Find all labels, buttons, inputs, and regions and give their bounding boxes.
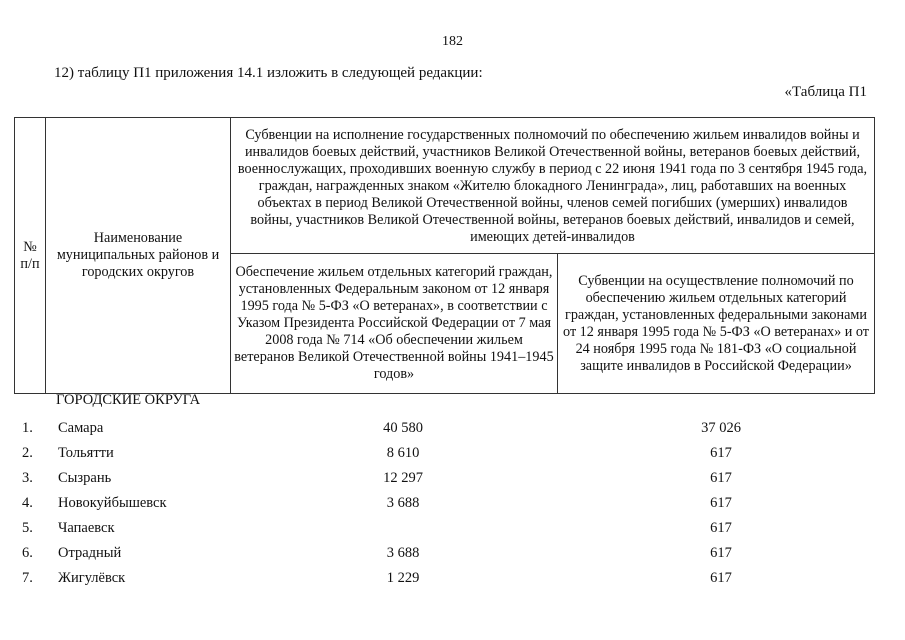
table-row — [0, 470, 905, 492]
row-name: Тольятти — [58, 445, 114, 461]
row-number: 4. — [22, 495, 33, 511]
row-name: Жигулёвск — [58, 570, 126, 586]
table-row — [0, 545, 905, 567]
row-name: Сызрань — [58, 470, 112, 486]
row-number: 3. — [22, 470, 33, 486]
table-row — [0, 570, 905, 592]
col-name-header: Наименование муниципальных районов и городских округов — [46, 118, 231, 394]
row-number: 6. — [22, 545, 33, 561]
col-no-header: № п/п — [15, 118, 46, 394]
row-value-2: 617 — [710, 445, 732, 461]
header-table — [14, 117, 875, 394]
row-value-2: 617 — [710, 570, 732, 586]
row-name: Новокуйбышевск — [58, 495, 167, 511]
row-value-2: 617 — [710, 470, 732, 486]
row-value-1: 3 688 — [386, 545, 420, 561]
page-number: 182 — [442, 34, 463, 49]
row-name: Чапаевск — [58, 520, 115, 536]
row-value-2: 617 — [710, 545, 732, 561]
row-value-2: 37 026 — [701, 420, 741, 436]
row-value-1: 3 688 — [386, 495, 420, 511]
row-value-1: 1 229 — [386, 570, 420, 586]
col-sub1-header: Обеспечение жильем отдельных категорий граждан, установленных Федеральным законом от 12 января 1995 года № 5-ФЗ «О ветеранах», в соответствии с Указом Президента Российской Федерации от 7 мая 2008 года № 714 «Об обеспечении жильем ветеранов Великой Отечественной войны 1941–1945 годов» — [231, 254, 558, 394]
intro-text: 12) таблицу П1 приложения 14.1 изложить в следующей редакции: — [54, 65, 483, 81]
table-label: «Таблица П1 — [784, 84, 867, 100]
row-number: 7. — [22, 570, 33, 586]
col-main-header: Субвенции на исполнение государственных полномочий по обеспечению жильем инвалидов войны и инвалидов боевых действий, участников Великой Отечественной войны, ветеранов боевых действий, военнослужащих, проходивших военную службу в период с 22 июня 1941 года по 3 сентября 1945 года, граждан, награжденных знаком «Жителю блокадного Ленинграда», лиц, работавших на военных объектах в период Великой Отечественной войны, членов семей погибших (умерших) инвалидов войны, участников Великой Отечественной войны, ветеранов боевых действий, инвалидов и семей, имеющих детей-инвалидов — [231, 118, 875, 254]
table-row — [0, 495, 905, 517]
table-row — [0, 445, 905, 467]
row-number: 1. — [22, 420, 33, 436]
row-name: Самара — [58, 420, 104, 436]
row-value-2: 617 — [710, 495, 732, 511]
table-row — [0, 420, 905, 442]
row-value-1: 12 297 — [383, 470, 423, 486]
row-number: 2. — [22, 445, 33, 461]
row-value-1: 40 580 — [383, 420, 423, 436]
group-title: ГОРОДСКИЕ ОКРУГА — [56, 392, 201, 408]
col-sub2-header: Субвенции на осуществление полномочий по обеспечению жильем отдельных категорий граждан, установленных федеральными законами от 12 января 1995 года № 5-ФЗ «О ветеранах» и от 24 ноября 1995 года № 181-ФЗ «О социальной защите инвалидов в Российской Федерации» — [558, 254, 875, 394]
row-value-1: 8 610 — [386, 445, 420, 461]
row-name: Отрадный — [58, 545, 122, 561]
row-number: 5. — [22, 520, 33, 536]
row-value-2: 617 — [710, 520, 732, 536]
table-row — [0, 520, 905, 542]
